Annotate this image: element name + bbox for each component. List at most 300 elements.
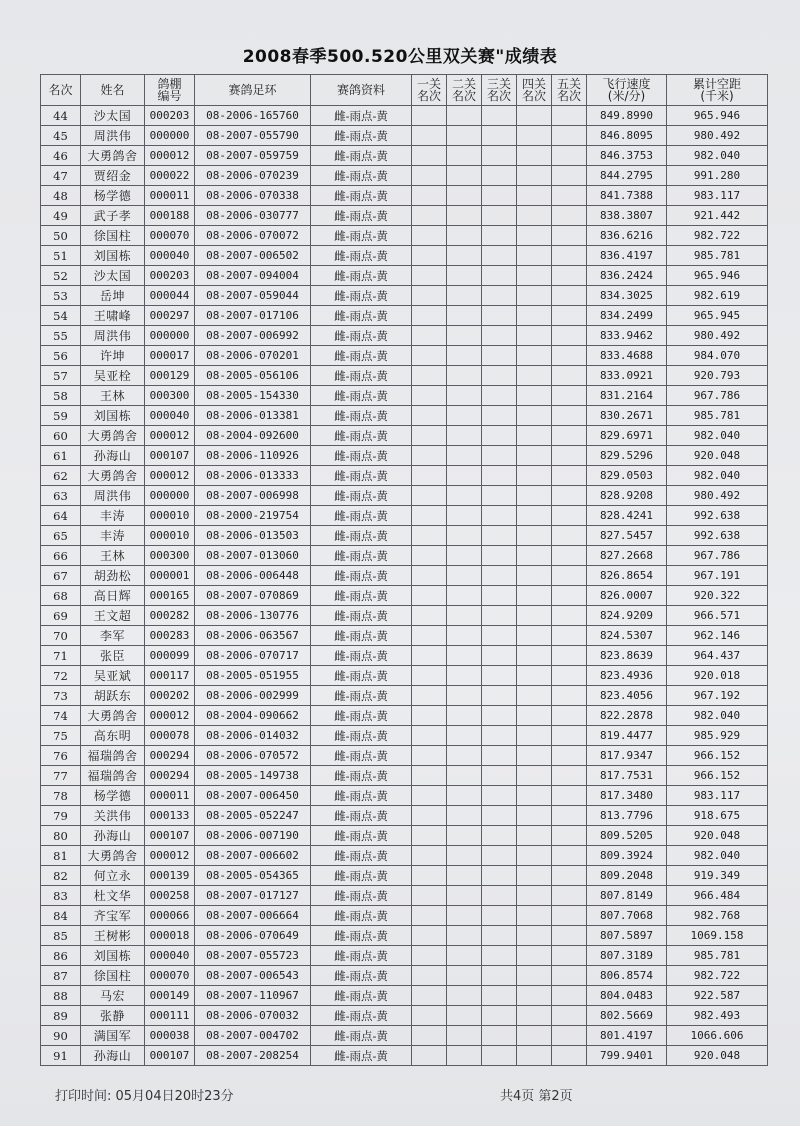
speed-cell: 807.8149 (587, 886, 667, 906)
stage2-cell (447, 126, 482, 146)
ring-cell: 08-2006-013333 (195, 466, 311, 486)
stage1-cell (412, 446, 447, 466)
ring-cell: 08-2005-154330 (195, 386, 311, 406)
stage1-cell (412, 486, 447, 506)
speed-cell: 813.7796 (587, 806, 667, 826)
stage1-cell (412, 846, 447, 866)
stage3-cell (482, 806, 517, 826)
stage1-cell (412, 386, 447, 406)
table-row (41, 646, 768, 666)
stage3-cell (482, 166, 517, 186)
distance-cell: 967.786 (667, 386, 768, 406)
stage4-cell (517, 686, 552, 706)
name-cell: 王啸峰 (81, 306, 145, 326)
ring-cell: 08-2006-070239 (195, 166, 311, 186)
loft-cell: 000300 (145, 386, 195, 406)
stage1-cell (412, 926, 447, 946)
stage4-cell (517, 586, 552, 606)
info-cell: 雌-雨点-黄 (311, 546, 412, 566)
rank-cell: 90 (41, 1026, 81, 1046)
info-cell: 雌-雨点-黄 (311, 566, 412, 586)
stage1-cell (412, 666, 447, 686)
distance-cell: 966.484 (667, 886, 768, 906)
stage1-cell (412, 986, 447, 1006)
stage1-cell (412, 626, 447, 646)
table-row (41, 806, 768, 826)
distance-cell: 920.048 (667, 826, 768, 846)
speed-cell: 838.3807 (587, 206, 667, 226)
stage2-cell (447, 986, 482, 1006)
stage4-cell (517, 726, 552, 746)
loft-cell: 000012 (145, 146, 195, 166)
name-cell: 孙海山 (81, 1046, 145, 1066)
stage2-cell (447, 686, 482, 706)
header-name: 姓名 (81, 75, 145, 106)
rank-cell: 88 (41, 986, 81, 1006)
info-cell: 雌-雨点-黄 (311, 626, 412, 646)
table-row (41, 506, 768, 526)
stage1-cell (412, 1026, 447, 1046)
info-cell: 雌-雨点-黄 (311, 946, 412, 966)
header-stage2: 二关 名次 (447, 75, 482, 106)
stage5-cell (552, 626, 587, 646)
stage1-cell (412, 906, 447, 926)
loft-cell: 000294 (145, 766, 195, 786)
rank-cell: 54 (41, 306, 81, 326)
rank-cell: 80 (41, 826, 81, 846)
rank-cell: 62 (41, 466, 81, 486)
table-row (41, 746, 768, 766)
loft-cell: 000001 (145, 566, 195, 586)
stage4-cell (517, 806, 552, 826)
name-cell: 丰涛 (81, 526, 145, 546)
table-row (41, 526, 768, 546)
stage2-cell (447, 186, 482, 206)
rank-cell: 73 (41, 686, 81, 706)
stage3-cell (482, 766, 517, 786)
loft-cell: 000040 (145, 246, 195, 266)
stage3-cell (482, 346, 517, 366)
stage3-cell (482, 786, 517, 806)
name-cell: 杨学德 (81, 186, 145, 206)
stage1-cell (412, 566, 447, 586)
ring-cell: 08-2007-006450 (195, 786, 311, 806)
name-cell: 李军 (81, 626, 145, 646)
stage4-cell (517, 926, 552, 946)
speed-cell: 823.4936 (587, 666, 667, 686)
distance-cell: 985.929 (667, 726, 768, 746)
stage5-cell (552, 226, 587, 246)
table-row (41, 566, 768, 586)
stage5-cell (552, 366, 587, 386)
speed-cell: 823.4056 (587, 686, 667, 706)
distance-cell: 966.152 (667, 766, 768, 786)
stage1-cell (412, 506, 447, 526)
stage3-cell (482, 306, 517, 326)
stage5-cell (552, 1006, 587, 1026)
stage4-cell (517, 386, 552, 406)
distance-cell: 983.117 (667, 186, 768, 206)
distance-cell: 967.192 (667, 686, 768, 706)
stage5-cell (552, 566, 587, 586)
rank-cell: 53 (41, 286, 81, 306)
distance-cell: 920.048 (667, 446, 768, 466)
stage5-cell (552, 966, 587, 986)
info-cell: 雌-雨点-黄 (311, 826, 412, 846)
stage2-cell (447, 526, 482, 546)
distance-cell: 920.793 (667, 366, 768, 386)
stage1-cell (412, 586, 447, 606)
stage4-cell (517, 1006, 552, 1026)
name-cell: 关洪伟 (81, 806, 145, 826)
speed-cell: 831.2164 (587, 386, 667, 406)
stage4-cell (517, 986, 552, 1006)
loft-cell: 000022 (145, 166, 195, 186)
stage1-cell (412, 126, 447, 146)
table-row (41, 1046, 768, 1066)
stage4-cell (517, 1046, 552, 1066)
loft-cell: 000018 (145, 926, 195, 946)
stage3-cell (482, 126, 517, 146)
stage1-cell (412, 306, 447, 326)
name-cell: 胡劲松 (81, 566, 145, 586)
name-cell: 周洪伟 (81, 326, 145, 346)
speed-cell: 830.2671 (587, 406, 667, 426)
speed-cell: 802.5669 (587, 1006, 667, 1026)
stage2-cell (447, 566, 482, 586)
name-cell: 刘国栋 (81, 246, 145, 266)
table-row (41, 466, 768, 486)
rank-cell: 76 (41, 746, 81, 766)
ring-cell: 08-2000-219754 (195, 506, 311, 526)
rank-cell: 85 (41, 926, 81, 946)
distance-cell: 985.781 (667, 946, 768, 966)
distance-cell: 992.638 (667, 506, 768, 526)
table-row (41, 426, 768, 446)
table-row (41, 906, 768, 926)
stage2-cell (447, 766, 482, 786)
stage2-cell (447, 846, 482, 866)
stage1-cell (412, 746, 447, 766)
ring-cell: 08-2005-051955 (195, 666, 311, 686)
speed-cell: 844.2795 (587, 166, 667, 186)
ring-cell: 08-2007-006664 (195, 906, 311, 926)
ring-cell: 08-2007-110967 (195, 986, 311, 1006)
stage1-cell (412, 826, 447, 846)
speed-cell: 829.0503 (587, 466, 667, 486)
stage5-cell (552, 386, 587, 406)
distance-cell: 982.768 (667, 906, 768, 926)
rank-cell: 64 (41, 506, 81, 526)
info-cell: 雌-雨点-黄 (311, 206, 412, 226)
loft-cell: 000107 (145, 826, 195, 846)
stage5-cell (552, 666, 587, 686)
stage2-cell (447, 226, 482, 246)
stage3-cell (482, 106, 517, 126)
header-rank: 名次 (41, 75, 81, 106)
loft-cell: 000294 (145, 746, 195, 766)
name-cell: 沙太国 (81, 106, 145, 126)
ring-cell: 08-2006-110926 (195, 446, 311, 466)
ring-cell: 08-2007-055723 (195, 946, 311, 966)
name-cell: 杜文华 (81, 886, 145, 906)
distance-cell: 967.786 (667, 546, 768, 566)
distance-cell: 984.070 (667, 346, 768, 366)
distance-cell: 980.492 (667, 126, 768, 146)
distance-cell: 982.040 (667, 846, 768, 866)
loft-cell: 000040 (145, 946, 195, 966)
rank-cell: 87 (41, 966, 81, 986)
info-cell: 雌-雨点-黄 (311, 186, 412, 206)
speed-cell: 846.8095 (587, 126, 667, 146)
stage4-cell (517, 106, 552, 126)
stage4-cell (517, 466, 552, 486)
info-cell: 雌-雨点-黄 (311, 226, 412, 246)
loft-cell: 000111 (145, 1006, 195, 1026)
loft-cell: 000203 (145, 106, 195, 126)
stage5-cell (552, 186, 587, 206)
ring-cell: 08-2007-059044 (195, 286, 311, 306)
rank-cell: 66 (41, 546, 81, 566)
stage5-cell (552, 746, 587, 766)
ring-cell: 08-2007-013060 (195, 546, 311, 566)
speed-cell: 827.2668 (587, 546, 667, 566)
stage2-cell (447, 146, 482, 166)
info-cell: 雌-雨点-黄 (311, 326, 412, 346)
stage1-cell (412, 146, 447, 166)
speed-cell: 826.0007 (587, 586, 667, 606)
loft-cell: 000070 (145, 966, 195, 986)
stage2-cell (447, 466, 482, 486)
stage2-cell (447, 726, 482, 746)
name-cell: 何立永 (81, 866, 145, 886)
stage3-cell (482, 906, 517, 926)
stage3-cell (482, 526, 517, 546)
name-cell: 武子孝 (81, 206, 145, 226)
speed-cell: 817.7531 (587, 766, 667, 786)
stage5-cell (552, 166, 587, 186)
speed-cell: 806.8574 (587, 966, 667, 986)
table-row (41, 266, 768, 286)
speed-cell: 817.3480 (587, 786, 667, 806)
stage5-cell (552, 286, 587, 306)
name-cell: 福瑞鸽舍 (81, 746, 145, 766)
rank-cell: 49 (41, 206, 81, 226)
info-cell: 雌-雨点-黄 (311, 486, 412, 506)
distance-cell: 982.493 (667, 1006, 768, 1026)
distance-cell: 920.322 (667, 586, 768, 606)
table-row (41, 306, 768, 326)
table-row (41, 326, 768, 346)
stage5-cell (552, 726, 587, 746)
ring-cell: 08-2007-006992 (195, 326, 311, 346)
stage5-cell (552, 806, 587, 826)
rank-cell: 72 (41, 666, 81, 686)
stage2-cell (447, 246, 482, 266)
ring-cell: 08-2006-007190 (195, 826, 311, 846)
ring-cell: 08-2006-030777 (195, 206, 311, 226)
loft-cell: 000010 (145, 506, 195, 526)
name-cell: 大勇鸽舍 (81, 846, 145, 866)
info-cell: 雌-雨点-黄 (311, 446, 412, 466)
ring-cell: 08-2007-006602 (195, 846, 311, 866)
stage1-cell (412, 726, 447, 746)
distance-cell: 967.191 (667, 566, 768, 586)
info-cell: 雌-雨点-黄 (311, 246, 412, 266)
stage2-cell (447, 746, 482, 766)
name-cell: 岳坤 (81, 286, 145, 306)
name-cell: 沙太国 (81, 266, 145, 286)
loft-cell: 000149 (145, 986, 195, 1006)
name-cell: 周洪伟 (81, 486, 145, 506)
stage1-cell (412, 186, 447, 206)
distance-cell: 966.571 (667, 606, 768, 626)
info-cell: 雌-雨点-黄 (311, 686, 412, 706)
name-cell: 杨学德 (81, 786, 145, 806)
header-distance: 累计空距 (千米) (667, 75, 768, 106)
rank-cell: 83 (41, 886, 81, 906)
name-cell: 马宏 (81, 986, 145, 1006)
stage3-cell (482, 326, 517, 346)
info-cell: 雌-雨点-黄 (311, 866, 412, 886)
info-cell: 雌-雨点-黄 (311, 426, 412, 446)
info-cell: 雌-雨点-黄 (311, 986, 412, 1006)
stage5-cell (552, 946, 587, 966)
loft-cell: 000011 (145, 186, 195, 206)
stage3-cell (482, 646, 517, 666)
speed-cell: 841.7388 (587, 186, 667, 206)
loft-cell: 000203 (145, 266, 195, 286)
stage5-cell (552, 106, 587, 126)
rank-cell: 51 (41, 246, 81, 266)
stage4-cell (517, 126, 552, 146)
stage2-cell (447, 346, 482, 366)
table-row (41, 726, 768, 746)
rank-cell: 48 (41, 186, 81, 206)
table-row (41, 586, 768, 606)
rank-cell: 46 (41, 146, 81, 166)
rank-cell: 74 (41, 706, 81, 726)
ring-cell: 08-2006-130776 (195, 606, 311, 626)
speed-cell: 822.2878 (587, 706, 667, 726)
loft-cell: 000044 (145, 286, 195, 306)
stage5-cell (552, 686, 587, 706)
header-row (41, 75, 768, 106)
stage2-cell (447, 206, 482, 226)
info-cell: 雌-雨点-黄 (311, 906, 412, 926)
stage1-cell (412, 326, 447, 346)
distance-cell: 980.492 (667, 486, 768, 506)
info-cell: 雌-雨点-黄 (311, 586, 412, 606)
stage3-cell (482, 946, 517, 966)
speed-cell: 846.3753 (587, 146, 667, 166)
info-cell: 雌-雨点-黄 (311, 966, 412, 986)
stage3-cell (482, 626, 517, 646)
table-row (41, 246, 768, 266)
speed-cell: 809.3924 (587, 846, 667, 866)
speed-cell: 834.3025 (587, 286, 667, 306)
stage5-cell (552, 446, 587, 466)
speed-cell: 817.9347 (587, 746, 667, 766)
stage4-cell (517, 186, 552, 206)
stage2-cell (447, 326, 482, 346)
ring-cell: 08-2005-149738 (195, 766, 311, 786)
distance-cell: 922.587 (667, 986, 768, 1006)
info-cell: 雌-雨点-黄 (311, 286, 412, 306)
rank-cell: 69 (41, 606, 81, 626)
speed-cell: 836.2424 (587, 266, 667, 286)
speed-cell: 833.4688 (587, 346, 667, 366)
name-cell: 孙海山 (81, 826, 145, 846)
stage4-cell (517, 506, 552, 526)
stage5-cell (552, 926, 587, 946)
name-cell: 吴亚栓 (81, 366, 145, 386)
name-cell: 张臣 (81, 646, 145, 666)
loft-cell: 000188 (145, 206, 195, 226)
name-cell: 高东明 (81, 726, 145, 746)
stage4-cell (517, 266, 552, 286)
stage1-cell (412, 706, 447, 726)
loft-cell: 000099 (145, 646, 195, 666)
stage1-cell (412, 806, 447, 826)
info-cell: 雌-雨点-黄 (311, 306, 412, 326)
ring-cell: 08-2006-070201 (195, 346, 311, 366)
stage3-cell (482, 486, 517, 506)
loft-cell: 000139 (145, 866, 195, 886)
stage1-cell (412, 246, 447, 266)
info-cell: 雌-雨点-黄 (311, 926, 412, 946)
ring-cell: 08-2006-002999 (195, 686, 311, 706)
stage3-cell (482, 406, 517, 426)
ring-cell: 08-2007-070869 (195, 586, 311, 606)
stage4-cell (517, 426, 552, 446)
rank-cell: 65 (41, 526, 81, 546)
stage1-cell (412, 266, 447, 286)
stage5-cell (552, 1046, 587, 1066)
loft-cell: 000011 (145, 786, 195, 806)
stage3-cell (482, 566, 517, 586)
loft-cell: 000010 (145, 526, 195, 546)
name-cell: 刘国栋 (81, 946, 145, 966)
rank-cell: 57 (41, 366, 81, 386)
stage1-cell (412, 866, 447, 886)
stage5-cell (552, 246, 587, 266)
header-speed: 飞行速度 (米/分) (587, 75, 667, 106)
distance-cell: 983.117 (667, 786, 768, 806)
table-row (41, 106, 768, 126)
stage2-cell (447, 946, 482, 966)
ring-cell: 08-2007-004702 (195, 1026, 311, 1046)
stage5-cell (552, 866, 587, 886)
stage5-cell (552, 1026, 587, 1046)
stage1-cell (412, 646, 447, 666)
stage3-cell (482, 546, 517, 566)
stage2-cell (447, 166, 482, 186)
ring-cell: 08-2005-054365 (195, 866, 311, 886)
stage4-cell (517, 786, 552, 806)
stage4-cell (517, 546, 552, 566)
stage5-cell (552, 606, 587, 626)
stage2-cell (447, 1046, 482, 1066)
stage1-cell (412, 526, 447, 546)
stage5-cell (552, 146, 587, 166)
stage3-cell (482, 966, 517, 986)
stage2-cell (447, 486, 482, 506)
stage5-cell (552, 886, 587, 906)
speed-cell: 827.5457 (587, 526, 667, 546)
loft-cell: 000107 (145, 446, 195, 466)
table-row (41, 126, 768, 146)
